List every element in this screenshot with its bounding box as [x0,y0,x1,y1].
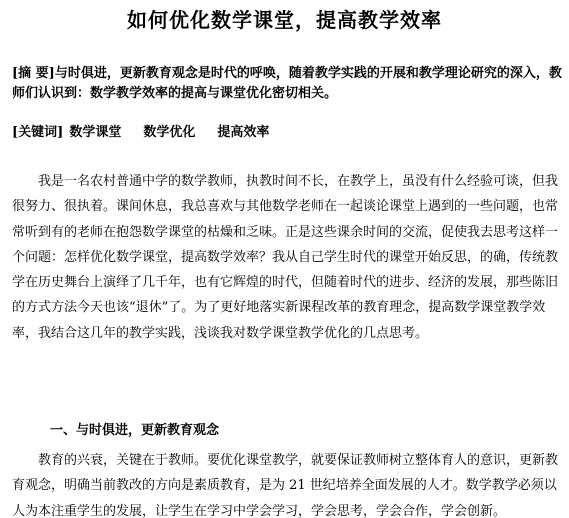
keyword-item: 数学优化 [143,125,196,140]
body-paragraph: 教育的兴衰，关键在于教师。要优化课堂教学，就要保证教师树立整体育人的意识，更新教育观念，明确当前教改的方向是素质教育，是为 21 世纪培养全面发展的人才。数学教学必须以人为本注重学生的发展，让学生在学习中学会学习，学会思考，学会合作，学会创新。 [12,453,559,518]
keyword-item: 提高效率 [217,125,270,140]
keywords-label: [关键词] [12,125,64,140]
abstract [12,64,564,104]
keywords [12,124,564,142]
body-paragraph: 我是一名农村普通中学的数学教师，执教时间不长，在教学上，虽没有什么经验可谈，但我很努力、很执着。课间休息，我总喜欢与其他数学老师在一起谈论课堂上遇到的一些问题，也常常听到有的老师在抱怨数学课堂的枯燥和乏味。正是这些课余时间的交流，促使我去思考这样一个问题：怎样优化数学课堂，提高数学效率？我从自己学生时代的课堂开始反思，的确，传统教学在历史舞台上演绎了几千年，也有它辉煌的时代，但随着时代的进步、经济的发展，那些陈旧的方式方法今天也该“退休”了。为了更好地落实新课程改革的教育理念，提高数学课堂教学效率，我结合这几年的教学实践，浅谈我对数学课堂教学优化的几点思考。 [12,174,559,341]
document-title: 如何优化数学课堂，提高教学效率 [127,8,442,32]
abstract-label: [摘 要] [12,66,55,81]
abstract-text: 与时俱进，更新教育观念是时代的呼唤，随着教学实践的开展和教学理论研究的深入，教师们认识到：数学教学效率的提高与课堂优化密切相关。 [12,66,562,101]
keyword-item: 数学课堂 [69,125,122,140]
section-heading: 一、与时俱进，更新教育观念 [50,423,220,438]
